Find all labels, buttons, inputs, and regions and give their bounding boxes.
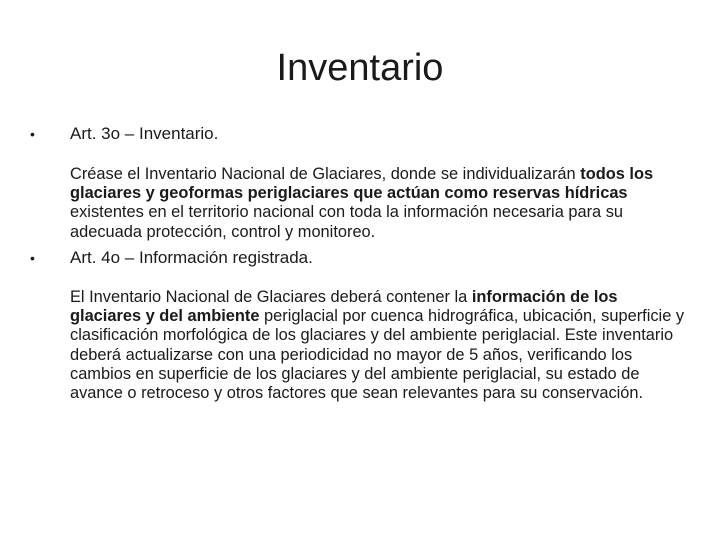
article-heading: Art. 4o – Información registrada.: [70, 248, 313, 267]
paragraph-bold-text: todos los glaciares y geoformas periglaciares que actúan como reservas hídricas: [70, 165, 654, 203]
paragraph-text: Créase el Inventario Nacional de Glaciares, donde se individualizarán: [70, 165, 581, 183]
paragraph-text: periglacial por cuenca hidrográfica, ubicación, superficie y clasificación morfológica de los glaciares y del ambiente periglacial. Este inventario deberá actualizarse con una periodicidad no mayor de 5 años, verificando los cambios en superficie de los glaciares y del ambiente periglacial, su estado de avance o retroceso y otros factores que sean relevantes para su conservación.: [70, 307, 685, 403]
article-paragraph: [70, 288, 690, 403]
bullet-icon: •: [30, 250, 35, 266]
page-title: Inventario: [276, 47, 444, 89]
bullet-icon: •: [30, 126, 35, 142]
paragraph-text: El Inventario Nacional de Glaciares deberá contener la: [70, 288, 472, 306]
article-paragraph: [70, 165, 690, 242]
paragraph-text: existentes en el territorio nacional con toda la información necesaria para su adecuada protección, control y monitoreo.: [70, 203, 624, 241]
paragraph-bold-text: información de los glaciares y del ambiente: [70, 288, 618, 326]
article-heading: Art. 3o – Inventario.: [70, 124, 219, 143]
